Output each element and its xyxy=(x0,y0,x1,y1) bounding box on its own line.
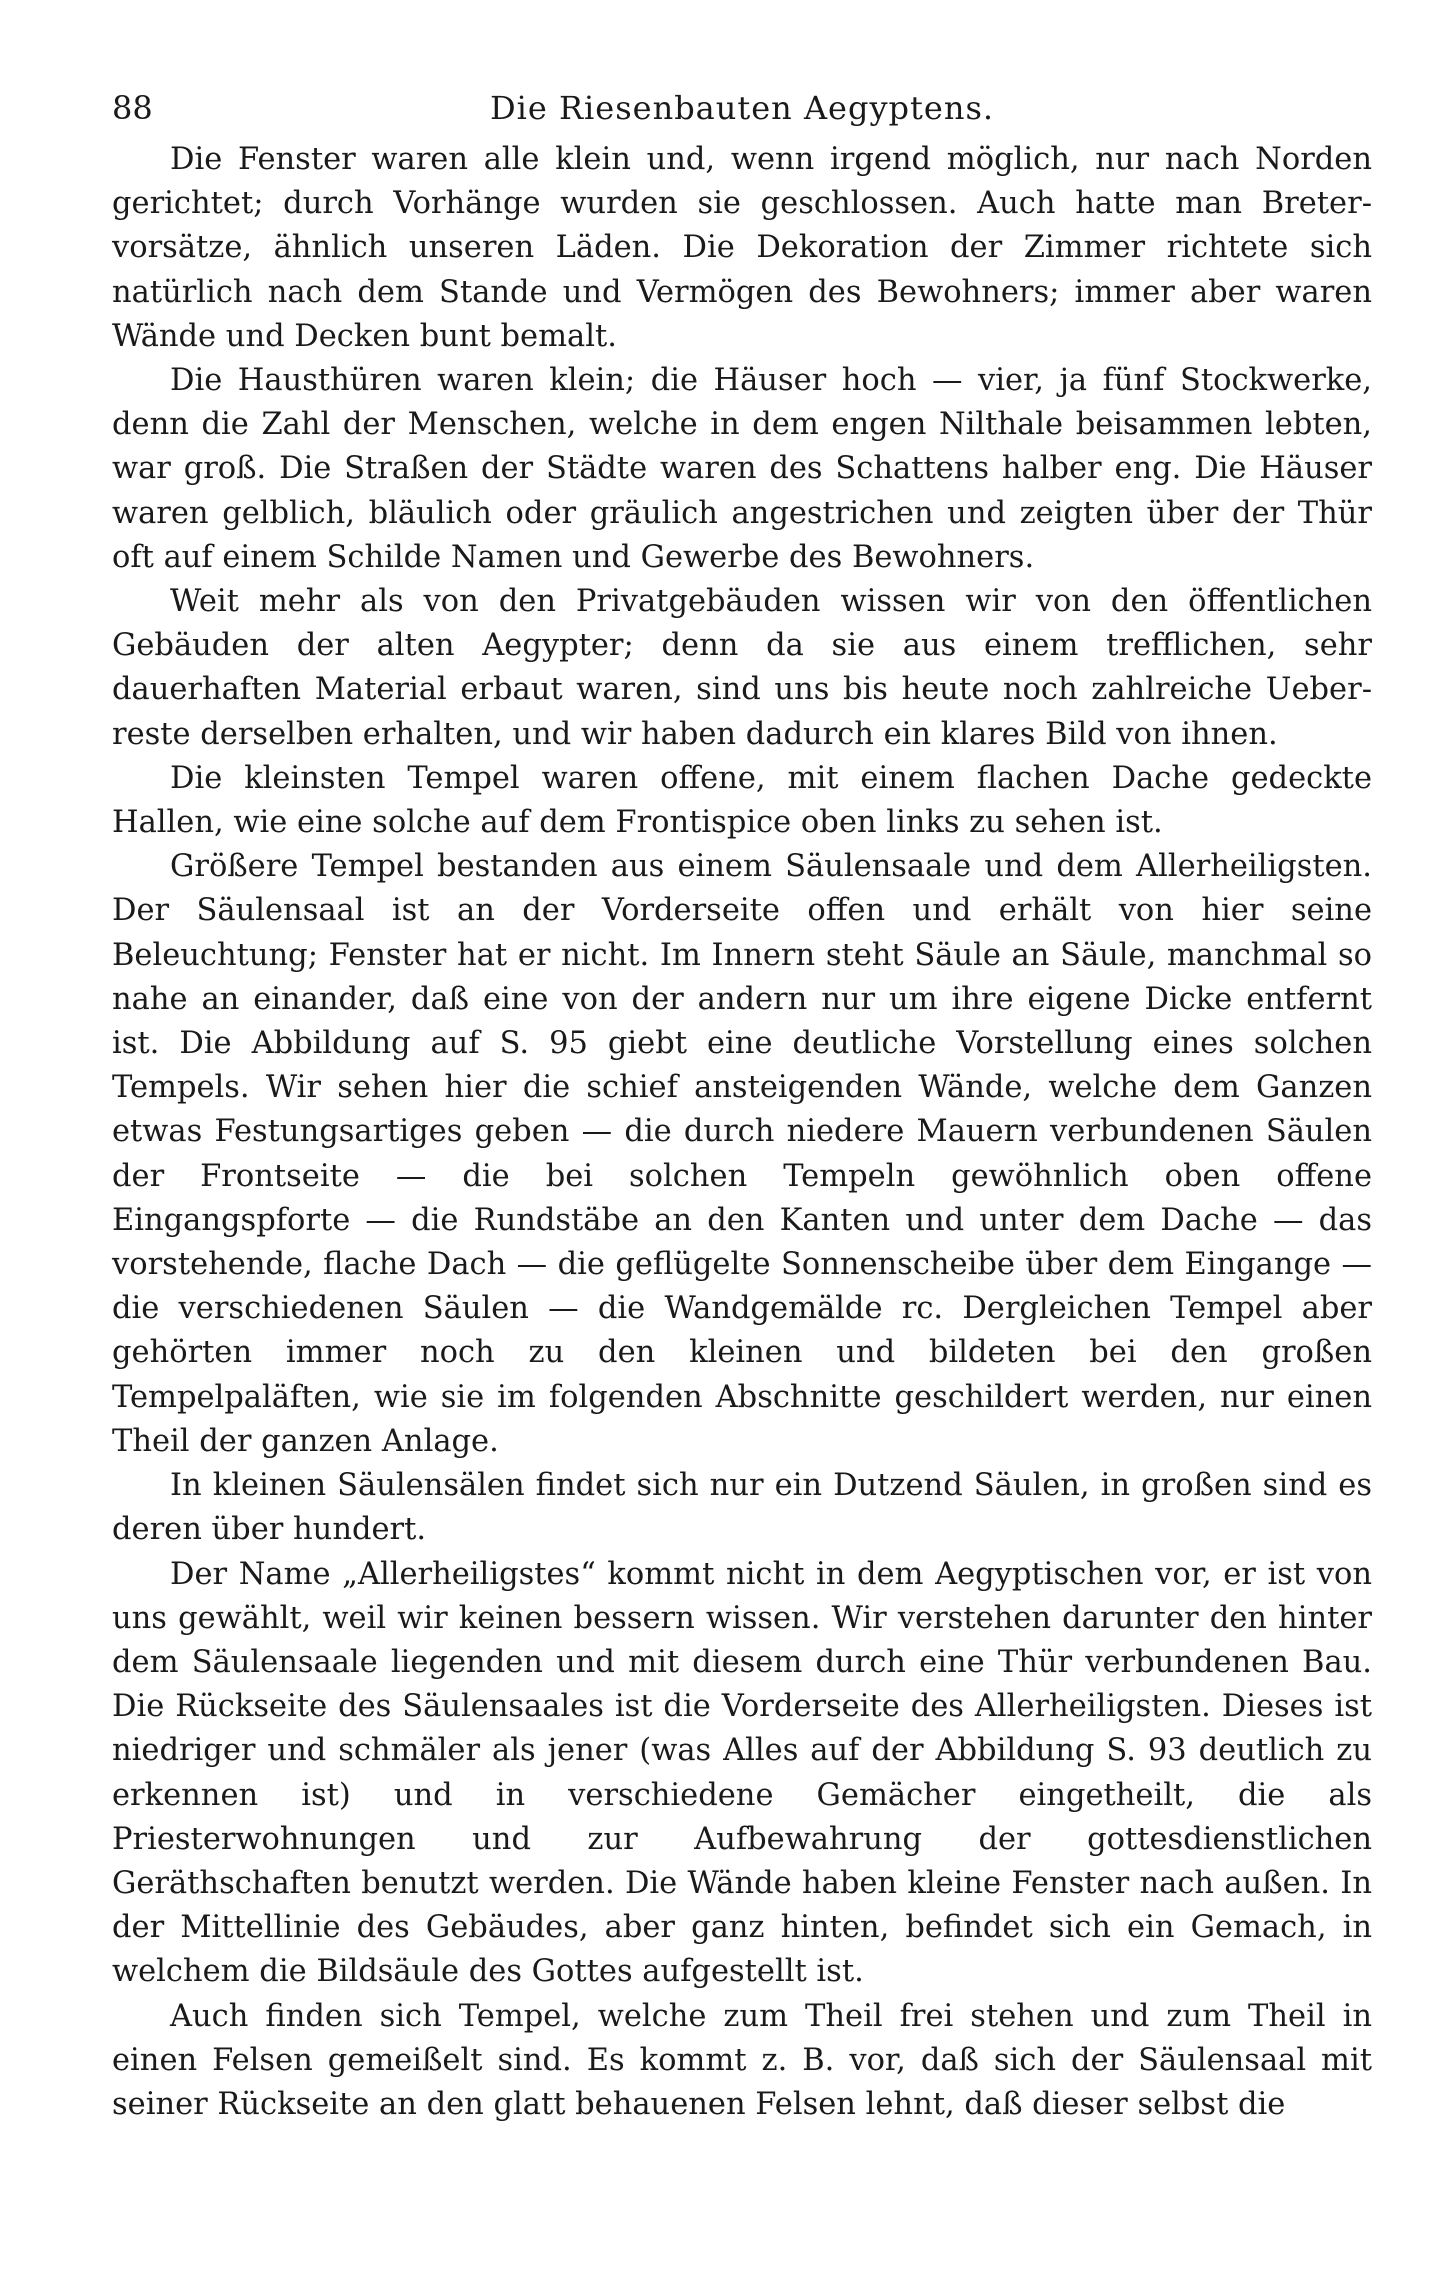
running-title: Die Riesenbauten Aegyptens. xyxy=(489,89,995,127)
body-text xyxy=(112,138,1372,2127)
page-number: 88 xyxy=(112,89,153,127)
paragraph-windows: Die Fenster waren alle klein und, wenn irgend möglich, nur nach Norden gerichtet; durch Vorhänge wurden sie geschlossen. Auch hatte man Bretervorsätze, ähnlich unseren Läden. Die Dekoration der Zimmer richtete sich natürlich nach dem Stande und Vermögen des Bewohners; immer aber waren Wände und Decken bunt bemalt. xyxy=(112,142,1372,354)
paragraph-house-doors: Die Hausthüren waren klein; die Häuser hoch — vier, ja fünf Stockwerke, denn die Zahl der Menschen, welche in dem engen Nilthale beisammen lebten, war groß. Die Straßen der Städte waren des Schattens halber eng. Die Häuser waren gelblich, bläulich oder gräulich angestrichen und zeigten über der Thür oft auf einem Schilde Namen und Gewerbe des Bewohners. xyxy=(112,363,1372,575)
running-header xyxy=(112,78,1372,138)
paragraph-larger-temples: Größere Tempel bestanden aus einem Säulensaale und dem Allerheiligsten. Der Säulensaal ist an der Vorderseite offen und erhält von hier seine Beleuchtung; Fenster hat er nicht. Im Innern steht Säule an Säule, manchmal so nahe an einander, daß eine von der andern nur um ihre eigene Dicke entfernt ist. Die Abbildung auf S. 95 giebt eine deutliche Vorstellung eines solchen Tempels. Wir sehen hier die schief ansteigenden Wände, welche dem Ganzen etwas Festungsartiges geben — die durch niedere Mauern verbundenen Säulen der Frontseite — die bei solchen Tempeln gewöhnlich oben offene Eingangspforte — die Rundstäbe an den Kanten und unter dem Dache — das vorstehende, flache Dach — die geflügelte Sonnenscheibe über dem Eingange — die verschiedenen Säulen — die Wandgemälde rc. Dergleichen Tempel aber gehörten immer noch zu den kleinen und bildeten bei den großen Tempelpaläften, wie sie im folgenden Abschnitte geschildert werden, nur einen Theil der ganzen Anlage. xyxy=(112,849,1372,1459)
paragraph-rock-temples: Auch finden sich Tempel, welche zum Theil frei stehen und zum Theil in einen Felsen gemeißelt sind. Es kommt z. B. vor, daß sich der Säulensaal mit seiner Rückseite an den glatt behauenen Felsen lehnt, daß dieser selbst die xyxy=(112,1998,1372,2122)
paragraph-smallest-temples: Die kleinsten Tempel waren offene, mit einem flachen Dache gedeckte Hallen, wie eine solche auf dem Frontispice oben links zu sehen ist. xyxy=(112,760,1372,841)
paragraph-column-halls: In kleinen Säulensälen findet sich nur ein Dutzend Säulen, in großen sind es deren über hundert. xyxy=(112,1468,1372,1548)
paragraph-public-buildings: Weit mehr als von den Privatgebäuden wissen wir von den öffentlichen Gebäuden der alten Aegypter; denn da sie aus einem trefflichen, sehr dauerhaften Material erbaut waren, sind uns bis heute noch zahlreiche Ueberreste derselben erhalten, und wir haben dadurch ein klares Bild von ihnen. xyxy=(112,584,1372,752)
paragraph-holy-of-holies: Der Name „Allerheiligstes“ kommt nicht in dem Aegyptischen vor, er ist von uns gewählt, weil wir keinen bessern wissen. Wir verstehen darunter den hinter dem Säulensaale liegenden und mit diesem durch eine Thür verbundenen Bau. Die Rückseite des Säulensaales ist die Vorderseite des Allerheiligsten. Dieses ist niedriger und schmäler als jener (was Alles auf der Abbildung S. 93 deutlich zu erkennen ist) und in verschiedene Gemächer eingetheilt, die als Priesterwohnungen und zur Aufbewahrung der gottesdienstlichen Geräthschaften benutzt werden. Die Wände haben kleine Fenster nach außen. In der Mittellinie des Gebäudes, aber ganz hinten, befindet sich ein Gemach, in welchem die Bildsäule des Gottes aufgestellt ist. xyxy=(112,1556,1372,1990)
book-page xyxy=(112,78,1372,2127)
